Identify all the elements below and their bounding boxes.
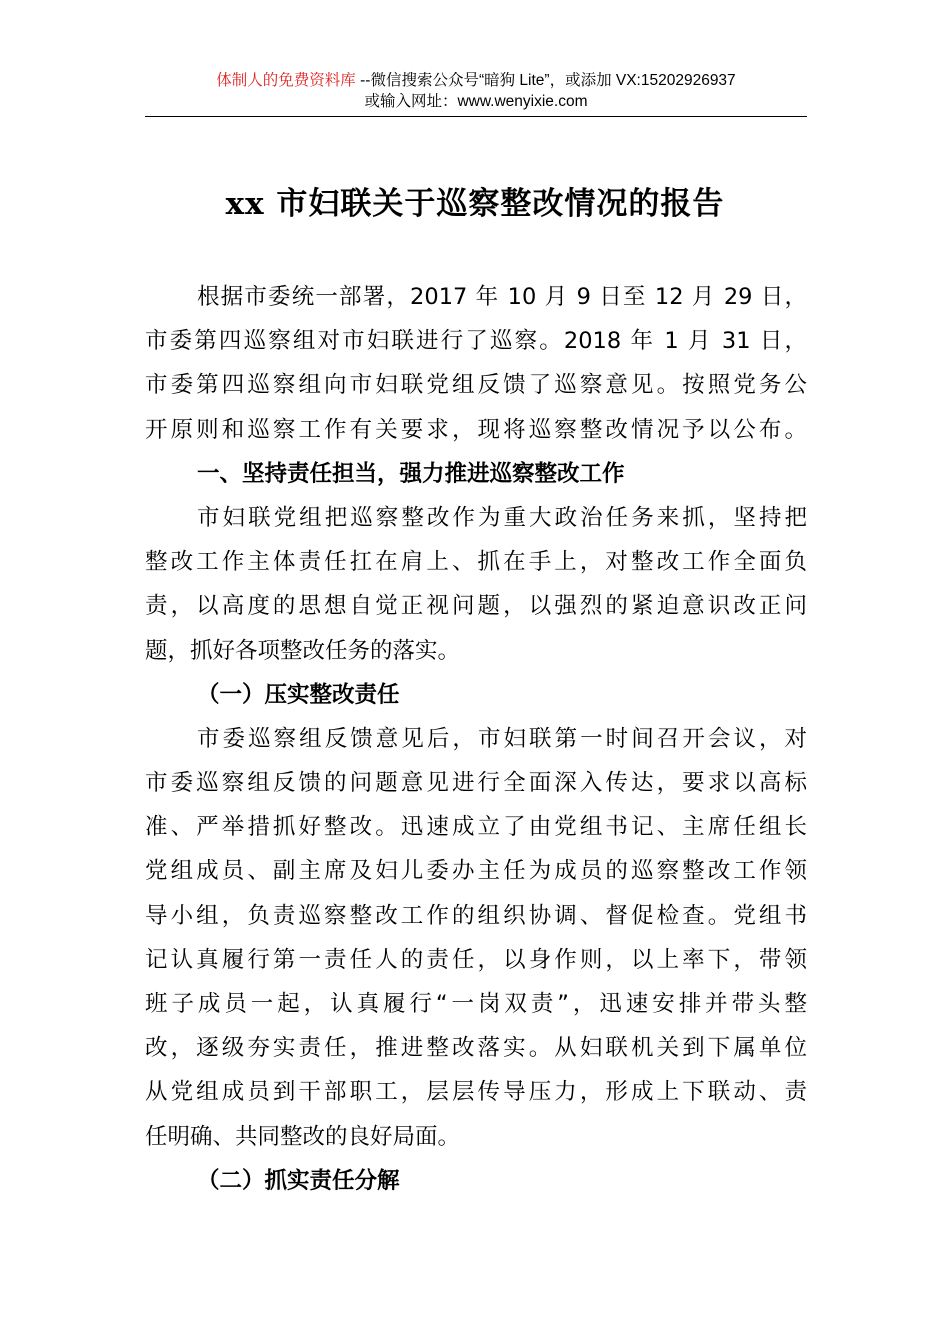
paragraph-line: 从党组成员到干部职工，层层传导压力，形成上下联动、责	[145, 1079, 807, 1106]
paragraph-line: 根据市委统一部署，2017 年 10 月 9 日至 12 月 29 日，	[197, 284, 807, 310]
paragraph-line: 任明确、共同整改的良好局面。	[145, 1123, 461, 1150]
header-divider	[145, 116, 807, 117]
paragraph-line: 导小组，负责巡察整改工作的组织协调、督促检查。党组书	[145, 902, 807, 929]
paragraph-line: 市委第四巡察组向市妇联党组反馈了巡察意见。按照党务公	[145, 372, 807, 399]
paragraph-line: 开原则和巡察工作有关要求，现将巡察整改情况予以公布。	[145, 416, 807, 443]
paragraph-line: 市委巡察组反馈的问题意见进行全面深入传达，要求以高标	[145, 770, 807, 797]
paragraph-line: 记认真履行第一责任人的责任，以身作则，以上率下，带领	[145, 946, 807, 973]
header-line-2: 或输入网址：www.wenyixie.com	[364, 93, 588, 110]
paragraph-line: 题，抓好各项整改任务的落实。	[145, 637, 461, 664]
paragraph-line: 改，逐级夯实责任，推进整改落实。从妇联机关到下属单位	[145, 1035, 807, 1062]
subsection-heading: （一）压实整改责任	[197, 681, 400, 708]
paragraph-line: 班子成员一起，认真履行“一岗双责”，迅速安排并带头整	[145, 991, 807, 1017]
document-body	[145, 275, 807, 1203]
paragraph-line: 市妇联党组把巡察整改作为重大政治任务来抓，坚持把	[197, 504, 807, 531]
header-source-name: 体制人的免费资料库	[216, 72, 356, 89]
document-title: xx 市妇联关于巡察整改情况的报告	[225, 186, 725, 222]
paragraph-line: 准、严举措抓好整改。迅速成立了由党组书记、主席任组长	[145, 814, 807, 841]
subsection-heading: （二）抓实责任分解	[197, 1167, 400, 1194]
paragraph-line: 责，以高度的思想自觉正视问题，以强烈的紧迫意识改正问	[145, 593, 807, 620]
paragraph-line: 市委第四巡察组对市妇联进行了巡察。2018 年 1 月 31 日，	[145, 328, 807, 355]
section-heading: 一、坚持责任担当，强力推进巡察整改工作	[197, 460, 625, 487]
header-source-tail: --微信搜索公众号“暗狗 Lite”，或添加 VX:15202926937	[355, 72, 736, 89]
paragraph-line: 整改工作主体责任扛在肩上、抓在手上，对整改工作全面负	[145, 549, 807, 576]
paragraph-line: 市委巡察组反馈意见后，市妇联第一时间召开会议，对	[197, 725, 807, 752]
document-header	[145, 70, 807, 112]
paragraph-line: 党组成员、副主席及妇儿委办主任为成员的巡察整改工作领	[145, 858, 807, 885]
header-line-1	[145, 70, 807, 91]
